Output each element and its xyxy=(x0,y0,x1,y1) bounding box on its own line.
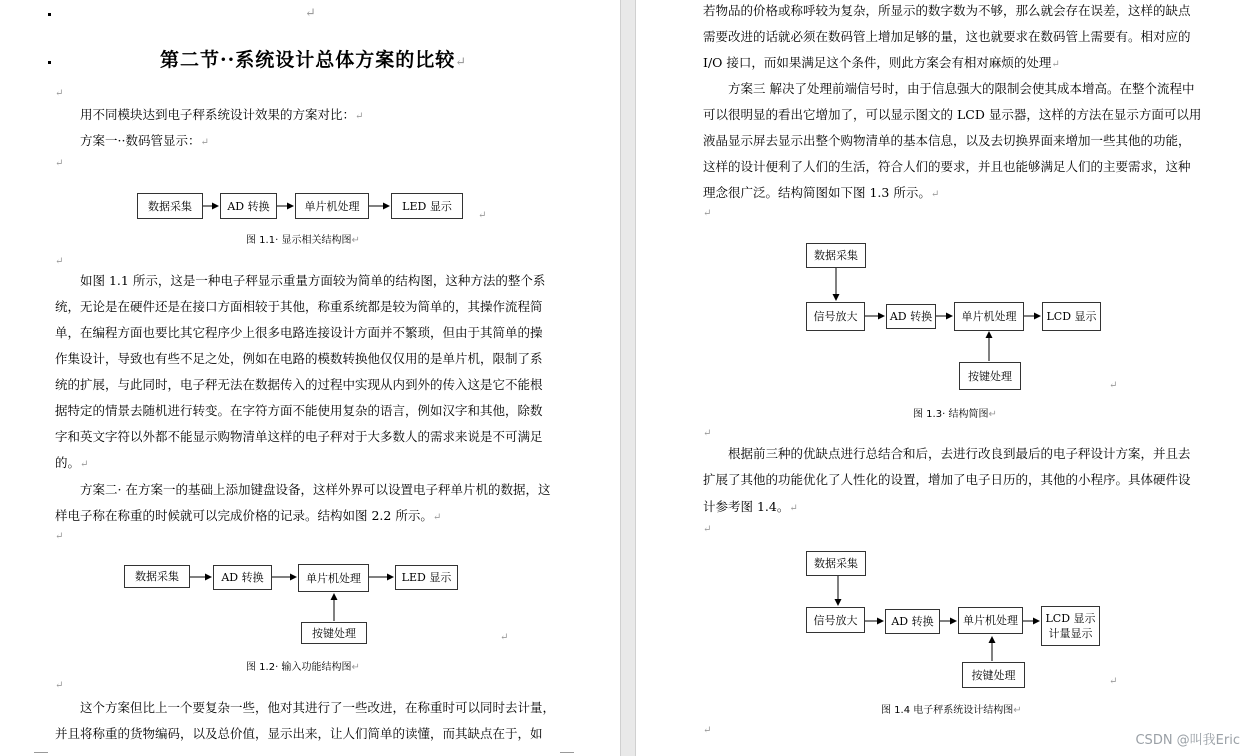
paragraph-line: 理念很广泛。结构简图如下图 1.3 所示。↵ xyxy=(703,185,940,200)
box-lcd-and-meter-display xyxy=(1041,606,1100,646)
box-ad-converter: AD 转换 xyxy=(886,304,936,329)
paragraph-mark: ↵ xyxy=(55,531,64,542)
box-ad-converter: AD 转换 xyxy=(220,193,277,219)
box-ad-converter: AD 转换 xyxy=(213,565,272,590)
paragraph-line: 这样的设计便利了人们的生活，符合人们的要求，并且也能够满足人们的主要需求，这种 xyxy=(703,159,1191,174)
paragraph-line: 单，在编程方面也要比其它程序少上很多电路连接设计方面并不繁琐，但由于其简单的操 xyxy=(55,325,543,340)
box-lcd-display: LCD 显示 xyxy=(1042,302,1101,331)
paragraph-line: 如图 1.1 所示，这是一种电子秤显示重量方面较为简单的结构图，这种方法的整个系 xyxy=(80,273,546,288)
box-ad-converter: AD 转换 xyxy=(885,609,940,634)
figure-1-4-caption: 图 1.4 电子秤系统设计结构图↵ xyxy=(881,705,1022,716)
scheme1-heading: 方案一··数码管显示：↵ xyxy=(80,133,209,148)
paragraph-line: 可以很明显的看出它增加了，可以显示图文的 LCD 显示器，这样的方法在显示方面可以用 xyxy=(703,107,1202,122)
paragraph-mark: ↵ xyxy=(55,158,64,169)
paragraph-line: 字和英文字符以外都不能显示购物清单这样的电子秤对于大多数人的需求来说是不可满足 xyxy=(55,429,543,444)
paragraph-line: 若物品的价格或称呼较为复杂，所显示的数字数为不够，那么就会存在误差，这样的缺点 xyxy=(703,3,1191,18)
meter-display-label: 计量显示 xyxy=(1048,627,1093,640)
document-page-right xyxy=(636,0,1254,756)
figure-1-4-arrows xyxy=(636,0,1254,756)
paragraph-line: 液晶显示屏去显示出整个购物清单的基本信息，以及去切换界面来增加一些其他的功能， xyxy=(703,133,1191,148)
document-page-left xyxy=(0,0,620,756)
paragraph-line: 计参考图 1.4。↵ xyxy=(703,499,798,514)
paragraph-mark: ↵ xyxy=(1109,380,1118,391)
paragraph-line: 并且将称重的货物编码，以及总价值，显示出来，让人们简单的读懂，而其缺点在于，如 xyxy=(55,726,543,741)
box-key-processing: 按键处理 xyxy=(959,362,1021,390)
paragraph-line: 方案二· 在方案一的基础上添加键盘设备，这样外界可以设置电子秤单片机的数据，这 xyxy=(80,482,551,497)
box-led-display: LED 显示 xyxy=(395,565,458,590)
paragraph-mark: ↵ xyxy=(55,680,64,691)
paragraph-mark: ↵ xyxy=(703,524,712,535)
paragraph-mark: ↵ xyxy=(478,210,487,221)
page-corner-mark xyxy=(560,752,574,753)
figure-1-2-caption: 图 1.2· 输入功能结构图↵ xyxy=(246,662,360,673)
box-data-acquisition: 数据采集 xyxy=(137,193,203,219)
box-signal-amplifier: 信号放大 xyxy=(806,302,865,331)
paragraph-mark: ↵ xyxy=(703,208,712,219)
paragraph-mark: ↵ xyxy=(55,88,64,99)
box-key-processing: 按键处理 xyxy=(301,622,367,644)
paragraph-line: 作集设计，导致也有些不足之处，例如在电路的模数转换他仅仅用的是单片机，限制了系 xyxy=(55,351,543,366)
box-mcu-processing: 单片机处理 xyxy=(298,564,369,592)
paragraph-mark: ↵ xyxy=(455,55,468,70)
box-mcu-processing: 单片机处理 xyxy=(954,302,1024,331)
box-key-processing: 按键处理 xyxy=(962,662,1025,688)
section-title-text: 第二节··系统设计总体方案的比较 xyxy=(160,49,456,71)
paragraph-mark: ↵ xyxy=(500,632,509,643)
paragraph-line: 方案三 解决了处理前端信号时，由于信息强大的限制会使其成本增高。在整个流程中 xyxy=(728,81,1195,96)
box-mcu-processing: 单片机处理 xyxy=(295,193,369,219)
page-corner-mark xyxy=(34,752,48,753)
lcd-display-label: LCD 显示 xyxy=(1045,612,1096,625)
paragraph-line: 的。↵ xyxy=(55,455,89,470)
paragraph-mark: ↵ xyxy=(703,725,712,736)
paragraph-line: 统，无论是在硬件还是在接口方面相较于其他，称重系统都是较为简单的，其操作流程简 xyxy=(55,299,543,314)
page-gap xyxy=(620,0,636,756)
paragraph-line: 需要改进的话就必须在数码管上增加足够的量，这也就要求在数码管上需要有。相对应的 xyxy=(703,29,1191,44)
intro-line: 用不同模块达到电子秤系统设计效果的方案对比：↵ xyxy=(80,107,364,122)
figure-1-3-caption: 图 1.3· 结构简图↵ xyxy=(913,409,997,420)
figure-1-1-caption: 图 1.1· 显示相关结构图↵ xyxy=(246,235,360,246)
paragraph-mark: ↵ xyxy=(703,428,712,439)
paragraph-line: 这个方案但比上一个要复杂一些，他对其进行了一些改进，在称重时可以同时去计量， xyxy=(80,700,556,715)
box-data-acquisition: 数据采集 xyxy=(806,243,866,268)
paragraph-line: 扩展了其他的功能优化了人性化的设置，增加了电子日历的，其他的小程序。具体硬件设 xyxy=(703,472,1191,487)
paragraph-mark: ↵ xyxy=(305,6,316,21)
paragraph-line: 据特定的情景去随机进行转变。在字符方面不能使用复杂的语言，例如汉字和其他，除数 xyxy=(55,403,543,418)
box-mcu-processing: 单片机处理 xyxy=(958,607,1023,634)
paragraph-line: 样电子称在称重的时候就可以完成价格的记录。结构如图 2.2 所示。↵ xyxy=(55,508,442,523)
paragraph-line: 根据前三种的优缺点进行总结合和后，去进行改良到最后的电子秤设计方案，并且去 xyxy=(728,446,1191,461)
watermark: CSDN @叫我Eric xyxy=(1135,733,1240,748)
paragraph-mark: ↵ xyxy=(55,256,64,267)
paragraph-mark: ↵ xyxy=(1109,676,1118,687)
box-data-acquisition: 数据采集 xyxy=(124,565,190,588)
box-led-display: LED 显示 xyxy=(391,193,463,219)
box-data-acquisition: 数据采集 xyxy=(806,551,866,576)
paragraph-line: 统的扩展，与此同时，电子秤无法在数据传入的过程中实现从内到外的传入这是它不能根 xyxy=(55,377,543,392)
paragraph-line: I/O 接口，而如果满足这个条件，则此方案会有相对麻烦的处理↵ xyxy=(703,55,1060,70)
box-signal-amplifier: 信号放大 xyxy=(806,607,865,633)
